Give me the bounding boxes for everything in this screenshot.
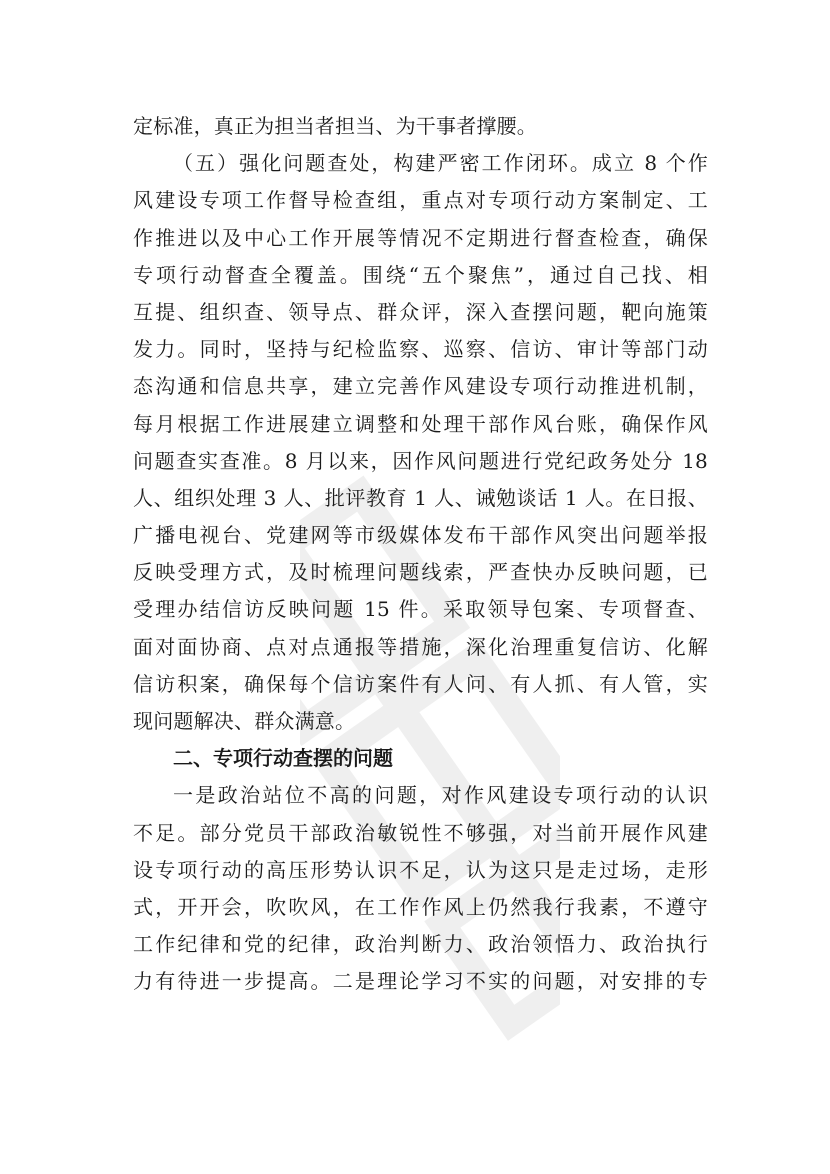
text-line: 现问题解决、群众满意。 [133, 709, 356, 733]
text-line: 作推进以及中心工作开展等情况不定期进行督查检查，确保 [133, 225, 708, 250]
text-line: 风建设专项工作督导检查组，重点对专项行动方案制定、工 [133, 188, 708, 213]
text-line: 互提、组织查、领导点、群众评，深入查摆问题，靶向施策 [133, 299, 708, 324]
text-line: 信访积案，确保每个信访案件有人问、有人抓、有人管，实 [133, 671, 708, 696]
text-line: 发力。同时，坚持与纪检监察、巡察、信访、审计等部门动 [133, 337, 708, 362]
text-line: 设专项行动的高压形势认识不足，认为这只是走过场，走形 [133, 857, 708, 882]
text-line: 一是政治站位不高的问题，对作风建设专项行动的认识 [173, 783, 708, 808]
text-line: 不足。部分党员干部政治敏锐性不够强，对当前开展作风建 [133, 820, 708, 845]
paragraph-intro-tail [133, 108, 708, 145]
text-line: （五）强化问题查处，构建严密工作闭环。成立 8 个作 [173, 151, 708, 176]
text-line: 广播电视台、党建网等市级媒体发布干部作风突出问题举报 [133, 523, 708, 548]
text-line: 面对面协商、点对点通报等措施，深化治理重复信访、化解 [133, 634, 708, 659]
text-line: 态沟通和信息共享，建立完善作风建设专项行动推进机制， [133, 374, 708, 399]
text-line: 工作纪律和党的纪律，政治判断力、政治领悟力、政治执行 [133, 932, 708, 957]
text-line: 问题查实查准。8 月以来，因作风问题进行党纪政务处分 18 [133, 448, 708, 473]
text-line: 受理办结信访反映问题 15 件。采取领导包案、专项督查、 [133, 597, 708, 622]
document-body [133, 108, 708, 1001]
text-line: 专项行动督查全覆盖。围绕“五个聚焦”，通过自己找、相 [133, 262, 708, 287]
text-line: 每月根据工作进展建立调整和处理干部作风台账，确保作风 [133, 411, 708, 436]
section-heading: 二、专项行动查摆的问题 [173, 746, 393, 771]
paragraph-strengthen-investigation [133, 145, 708, 740]
text-line: 式，开开会，吹吹风，在工作作风上仍然我行我素，不遵守 [133, 894, 708, 919]
text-line: 力有待进一步提高。二是理论学习不实的问题，对安排的专 [133, 969, 708, 994]
text-line: 反映受理方式，及时梳理问题线索，严查快办反映问题，已 [133, 560, 708, 585]
paragraph-problems [133, 777, 708, 1000]
text-line: 定标准，真正为担当者担当、为干事者撑腰。 [133, 114, 537, 138]
text-line: 人、组织处理 3 人、批评教育 1 人、诫勉谈话 1 人。在日报、 [133, 485, 708, 510]
